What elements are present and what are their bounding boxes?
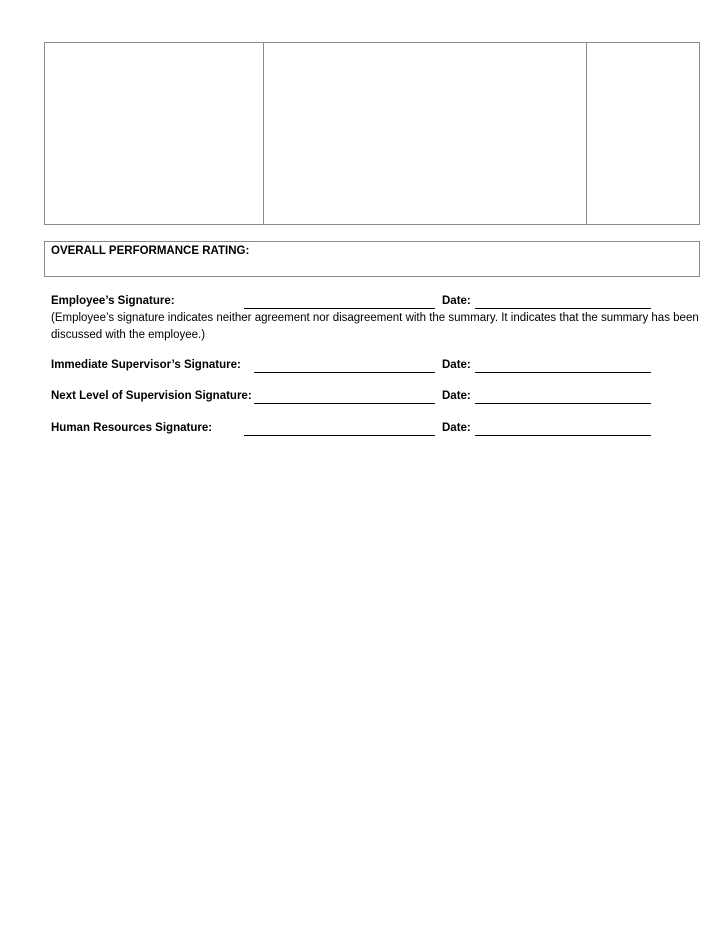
next-level-date-line[interactable] — [475, 403, 651, 404]
hr-signature-line[interactable] — [244, 435, 435, 436]
employee-date-label: Date: — [442, 295, 471, 307]
next-level-signature-row — [51, 390, 661, 406]
table-divider — [263, 43, 264, 224]
supervisor-date-label: Date: — [442, 359, 471, 371]
supervisor-signature-row — [51, 359, 661, 375]
overall-rating-box[interactable] — [44, 241, 700, 277]
employee-signature-note: (Employee’s signature indicates neither agreement nor disagreement with the summary. It indicates that the summary has been discussed with the employee.) — [51, 312, 699, 341]
hr-signature-label: Human Resources Signature: — [51, 422, 213, 434]
table-divider — [586, 43, 587, 224]
overall-rating-label: OVERALL PERFORMANCE RATING: — [51, 245, 250, 257]
hr-date-line[interactable] — [475, 435, 651, 436]
supervisor-signature-label: Immediate Supervisor’s Signature: — [51, 359, 241, 371]
hr-date-label: Date: — [442, 422, 471, 434]
next-level-signature-label: Next Level of Supervision Signature: — [51, 390, 252, 402]
next-level-date-label: Date: — [442, 390, 471, 402]
employee-signature-line[interactable] — [244, 308, 435, 309]
next-level-signature-line[interactable] — [254, 403, 435, 404]
supervisor-signature-line[interactable] — [254, 372, 435, 373]
employee-date-line[interactable] — [475, 308, 651, 309]
supervisor-date-line[interactable] — [475, 372, 651, 373]
evaluation-table — [44, 42, 700, 225]
employee-signature-label: Employee’s Signature: — [51, 295, 175, 307]
employee-signature-row — [51, 295, 661, 311]
hr-signature-row — [51, 422, 661, 438]
